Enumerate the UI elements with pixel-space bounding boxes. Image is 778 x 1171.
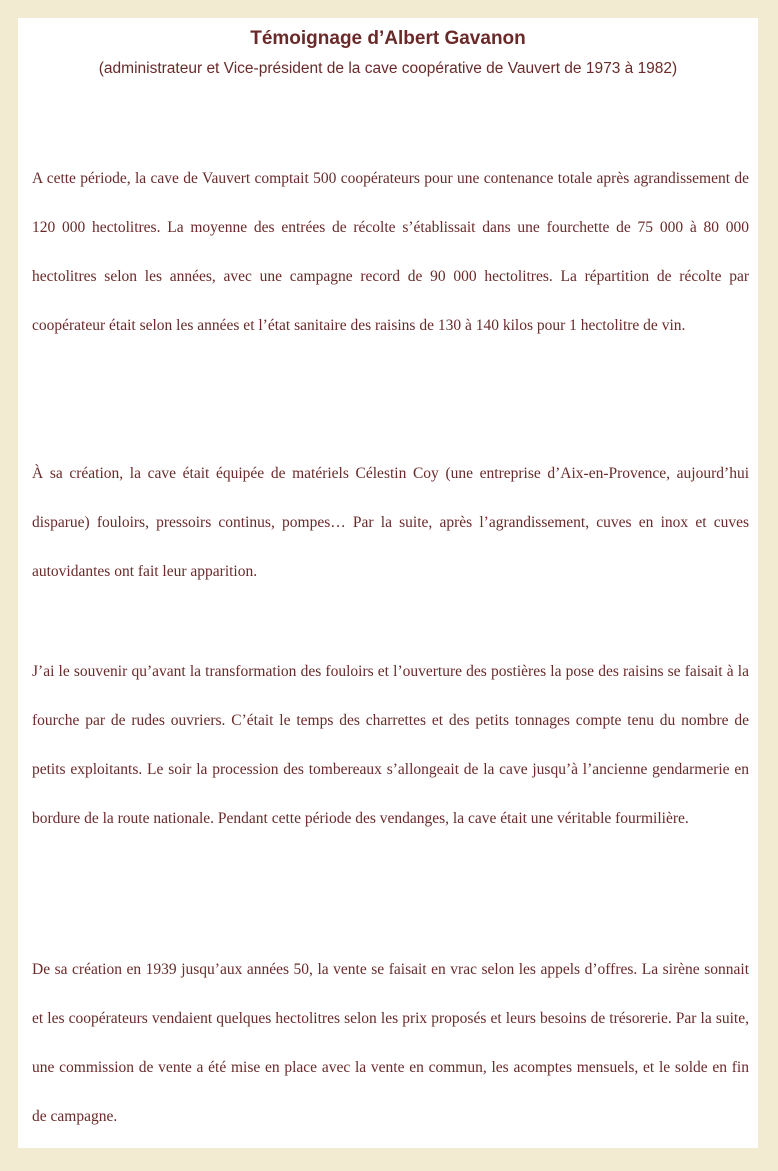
document-title: Témoignage d’Albert Gavanon <box>250 28 526 49</box>
document-sheet <box>18 18 758 1148</box>
paragraph-sales: De sa création en 1939 jusqu’aux années 50, la vente se faisait en vrac selon les appels d’offres. La sirène sonnait et les coopérateurs vendaient quelques hectolitres selon les prix proposés et leurs besoins de trésorerie. Par la suite, une commission de vente a été mise en place avec la vente en commun, les acomptes mensuels, et le solde en fin de campagne. <box>32 961 749 1125</box>
paragraph-memories: J’ai le souvenir qu’avant la transformation des fouloirs et l’ouverture des postières la pose des raisins se faisait à la fourche par de rudes ouvriers. C’était le temps des charrettes et des petits tonnages compte tenu du nombre de petits exploitants. Le soir la procession des tombereaux s’allongeait de la cave jusqu’à l’ancienne gendarmerie en bordure de la route nationale. Pendant cette période des vendanges, la cave était une véritable fourmilière. <box>32 663 749 827</box>
document-subtitle: (administrateur et Vice-président de la cave coopérative de Vauvert de 1973 à 1982) <box>98 60 678 77</box>
paragraph-harvest-figures: A cette période, la cave de Vauvert comptait 500 coopérateurs pour une contenance totale après agrandissement de 120 000 hectolitres. La moyenne des entrées de récolte s’établissait dans une fourchette de 75 000 à 80 000 hectolitres selon les années, avec une campagne record de 90 000 hectolitres. La répartition de récolte par coopérateur était selon les années et l’état sanitaire des raisins de 130 à 140 kilos pour 1 hectolitre de vin. <box>32 170 749 334</box>
paragraph-equipment: À sa création, la cave était équipée de matériels Célestin Coy (une entreprise d’Aix-en-Provence, aujourd’hui disparue) fouloirs, pressoirs continus, pompes… Par la suite, après l’agrandissement, cuves en inox et cuves autovidantes ont fait leur apparition. <box>32 465 749 580</box>
